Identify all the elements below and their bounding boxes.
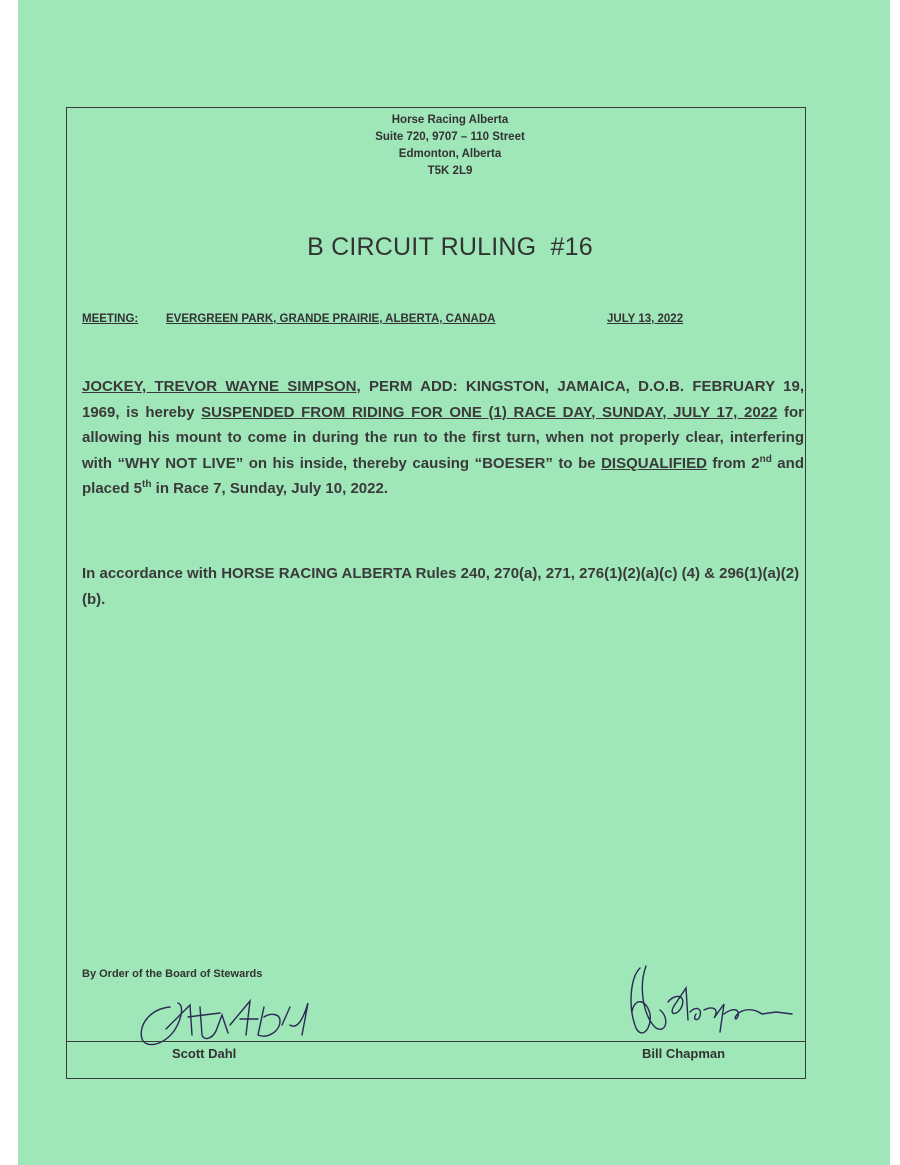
- letterhead: [0, 112, 900, 180]
- ruling-text-5: in Race 7, Sunday, July 10, 2022.: [151, 480, 388, 497]
- meeting-venue: EVERGREEN PARK, GRANDE PRAIRIE, ALBERTA, CANADA: [166, 313, 496, 325]
- meeting-label: MEETING:: [82, 313, 139, 325]
- disqualified-text: DISQUALIFIED: [601, 454, 707, 472]
- signature-bill-chapman: [616, 958, 816, 1048]
- ruling-title: B CIRCUIT RULING #16: [307, 233, 593, 261]
- address-line-2: Edmonton, Alberta: [398, 148, 502, 160]
- ruling-text-3: from 2: [706, 454, 760, 472]
- ruling-text-4: and placed 5: [82, 454, 804, 497]
- meeting-date: JULY 13, 2022: [607, 313, 684, 325]
- postal-code: T5K 2L9: [427, 165, 473, 177]
- ruling-text-2: for allowing his mount to come in during the run to the first turn, when not properly clear, interfering with “WHY NOT LIVE” on his inside, thereby causing “BOESER” to be: [82, 403, 804, 472]
- ruling-text-1: , PERM ADD: KINGSTON, JAMAICA, D.O.B. FEBRUARY 19, 1969, is hereby: [82, 378, 805, 421]
- signer-right-name: Bill Chapman: [642, 1046, 726, 1061]
- ordinal-th: th: [142, 479, 152, 490]
- signer-left-name: Scott Dahl: [172, 1046, 237, 1061]
- ordinal-nd: nd: [759, 453, 772, 465]
- org-name: Horse Racing Alberta: [391, 114, 509, 126]
- signature-line: [66, 1041, 806, 1042]
- rules-paragraph: In accordance with HORSE RACING ALBERTA Rules 240, 270(a), 271, 276(1)(2)(a)(c) (4) & 296(1)(a)(2)(b).: [82, 565, 800, 608]
- address-line-1: Suite 720, 9707 – 110 Street: [375, 131, 525, 143]
- ruling-person: JOCKEY, TREVOR WAYNE SIMPSON: [82, 378, 357, 395]
- suspension-text: SUSPENDED FROM RIDING FOR ONE (1) RACE DAY, SUNDAY, JULY 17, 2022: [201, 403, 778, 421]
- ruling-paragraph: [82, 374, 804, 502]
- board-of-stewards-label: By Order of the Board of Stewards: [82, 968, 263, 980]
